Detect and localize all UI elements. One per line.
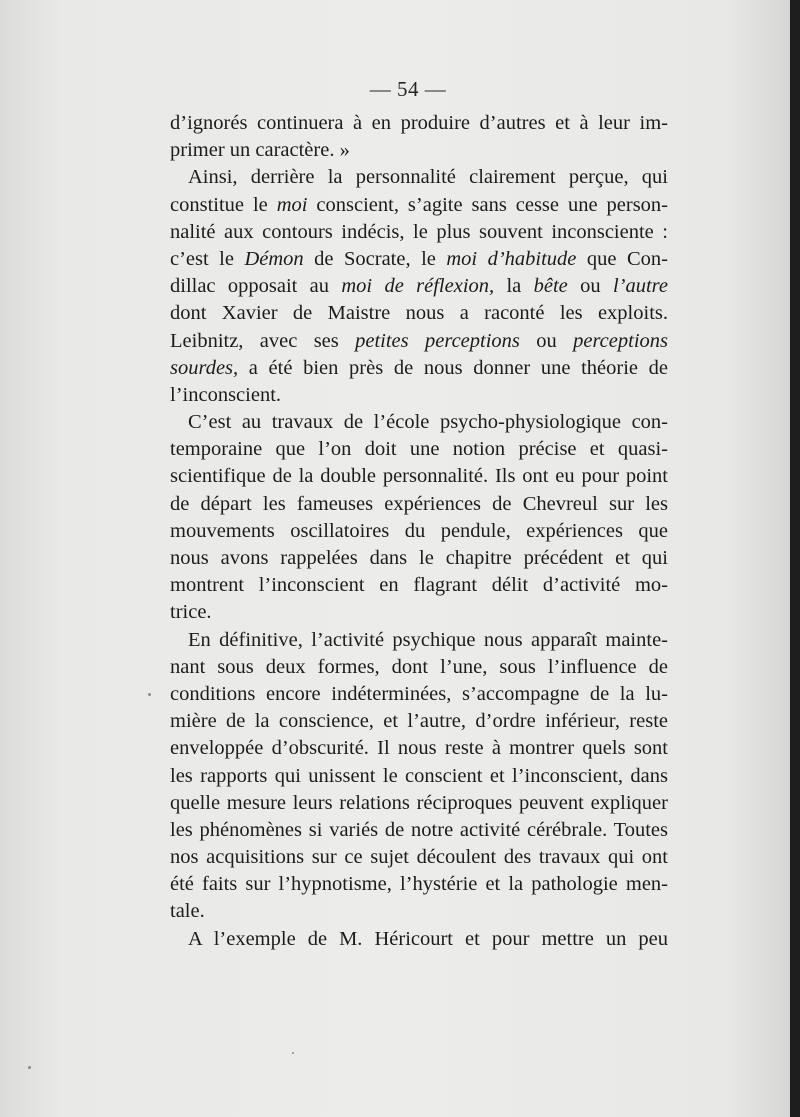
- text-line: [170, 300, 668, 327]
- text-line: [170, 627, 668, 654]
- text-line: [170, 355, 668, 382]
- text-segment: C’est au travaux de l’école psycho-physiologique con-: [188, 411, 668, 434]
- text-segment: de départ les fameuses expériences de Chevreul sur les: [170, 492, 668, 515]
- text-segment: que Con-: [576, 247, 668, 270]
- text-segment: les rapports qui unissent le conscient et l’inconscient, dans: [170, 764, 668, 787]
- text-line: [170, 926, 668, 953]
- text-segment: ou: [567, 275, 613, 298]
- text-line: [170, 382, 668, 409]
- text-line: [170, 735, 668, 762]
- text-line: [170, 164, 668, 191]
- text-segment: constitue le: [170, 193, 277, 216]
- text-line: [170, 246, 668, 273]
- text-segment: quelle mesure leurs relations réciproques peuvent expliquer: [170, 791, 668, 814]
- body-text: [170, 110, 668, 953]
- text-line: [170, 137, 668, 164]
- text-line: [170, 110, 668, 137]
- text-segment: la: [494, 275, 534, 298]
- text-line: [170, 463, 668, 490]
- text-line: [170, 572, 668, 599]
- scan-edge: [790, 0, 800, 1117]
- text-line: [170, 654, 668, 681]
- text-segment: montrent l’inconscient en flagrant délit d’activité mo-: [170, 574, 668, 597]
- italic-term: moi d’habitude: [446, 247, 577, 270]
- text-line: [170, 817, 668, 844]
- paper-speck: [292, 1052, 294, 1054]
- paper-speck: [28, 1066, 31, 1069]
- text-line: [170, 491, 668, 518]
- text-line: [170, 273, 668, 300]
- text-segment: temporaine que l’on doit une notion précise et quasi-: [170, 438, 668, 461]
- text-segment: de Socrate, le: [303, 247, 447, 270]
- italic-term: moi de réflexion,: [341, 275, 495, 298]
- text-line: [170, 790, 668, 817]
- text-segment: En définitive, l’activité psychique nous apparaît mainte-: [188, 628, 668, 651]
- text-segment: c’est le: [170, 247, 245, 270]
- text-segment: nalité aux contours indécis, le plus souvent inconsciente :: [170, 220, 668, 243]
- text-segment: scientifique de la double personnalité. Ils ont eu pour point: [170, 465, 668, 488]
- italic-term: moi: [276, 193, 308, 216]
- text-segment: dillac opposait au: [170, 275, 342, 298]
- text-line: [170, 681, 668, 708]
- text-segment: tale.: [170, 900, 205, 923]
- text-segment: A l’exemple de M. Héricourt et pour mettre un peu: [188, 927, 668, 950]
- text-segment: mière de la conscience, et l’autre, d’ordre inférieur, reste: [170, 710, 668, 733]
- text-line: [170, 518, 668, 545]
- text-segment: Leibnitz, avec ses: [170, 329, 356, 352]
- italic-term: sourdes,: [170, 356, 239, 379]
- page-number: — 54 —: [369, 77, 447, 101]
- italic-term: bête: [533, 275, 568, 298]
- text-segment: enveloppée d’obscurité. Il nous reste à montrer quels sont: [170, 737, 668, 760]
- text-segment: nous avons rappelées dans le chapitre précédent et qui: [170, 547, 668, 569]
- text-segment: mouvements oscillatoires du pendule, expériences que: [170, 519, 668, 542]
- text-line: [170, 871, 668, 898]
- text-segment: trice.: [170, 601, 212, 624]
- text-line: [170, 328, 668, 355]
- text-line: [170, 192, 668, 219]
- italic-term: l’autre: [612, 275, 669, 298]
- text-line: [170, 219, 668, 246]
- text-segment: a été bien près de nous donner une théorie de: [238, 356, 668, 379]
- text-segment: conditions encore indéterminées, s’accompagne de la lu-: [170, 682, 668, 705]
- text-line: [170, 708, 668, 735]
- italic-term: Démon: [244, 247, 304, 270]
- text-line: [170, 844, 668, 871]
- text-line: [170, 898, 668, 925]
- text-line: [170, 436, 668, 463]
- text-segment: primer un caractère. »: [170, 139, 350, 162]
- text-segment: l’inconscient.: [170, 383, 282, 406]
- italic-term: perceptions: [573, 329, 668, 352]
- text-segment: été faits sur l’hypnotisme, l’hystérie et la pathologie men-: [170, 873, 668, 896]
- text-line: [170, 409, 668, 436]
- text-segment: les phénomènes si variés de notre activité cérébrale. Toutes: [170, 818, 668, 841]
- text-segment: d’ignorés continuera à en produire d’autres et à leur im-: [170, 112, 668, 134]
- text-segment: dont Xavier de Maistre nous a raconté les exploits.: [170, 302, 668, 325]
- text-segment: nant sous deux formes, dont l’une, sous l’influence de: [170, 655, 668, 678]
- text-segment: conscient, s’agite sans cesse une person-: [307, 193, 668, 216]
- text-segment: nos acquisitions sur ce sujet découlent des travaux qui ont: [170, 846, 668, 869]
- text-segment: Ainsi, derrière la personnalité clairement perçue, qui: [188, 166, 668, 189]
- text-segment: ou: [519, 329, 574, 352]
- italic-term: petites perceptions: [355, 329, 520, 352]
- text-line: [170, 763, 668, 790]
- text-line: [170, 599, 668, 626]
- paper-speck: [148, 693, 151, 696]
- text-line: [170, 545, 668, 572]
